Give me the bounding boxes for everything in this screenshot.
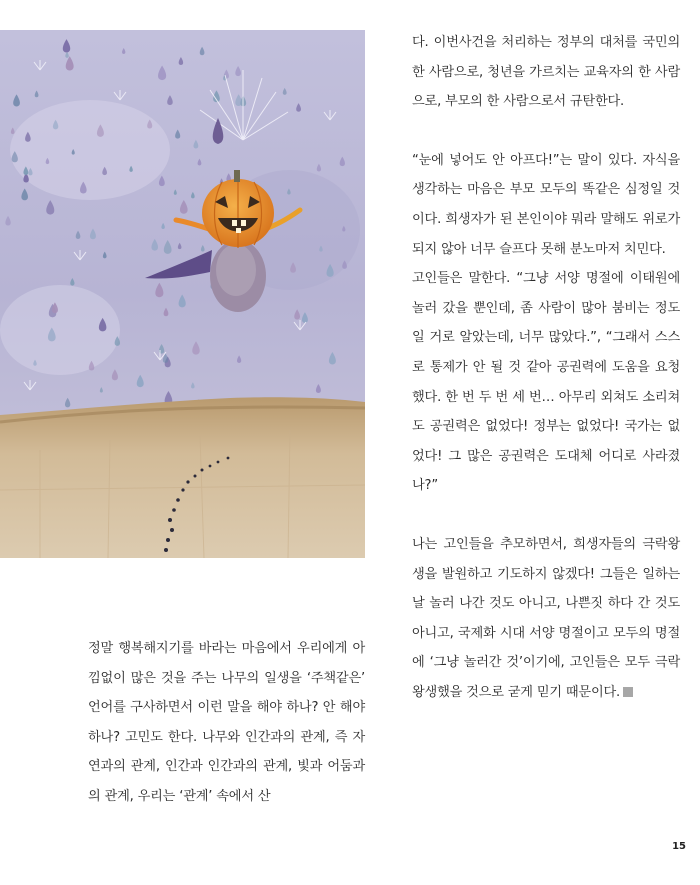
- paragraph-text: 나는 고인들을 추모하면서, 희생자들의 극락왕생을 발원하고 기도하지 않겠다! 그들은 일하는 날 놀러 나간 것도 아니고, 나쁜짓 하다 간 것도 아니고, 국제화 시대 서양 명절이고 모두의 명절에 ‘그냥 놀러간 것’이기에, 고인들은 모두 극락왕생했을 것으로 굳게 믿기 때문이다.: [412, 536, 680, 700]
- right-text-column: [412, 28, 680, 707]
- paragraph: 고인들은 말한다. “그냥 서양 명절에 이태원에 놀러 갔을 뿐인데, 좀 사람이 많아 붐비는 정도일 거로 알았는데, 너무 많았다.”, “그래서 스스로 통제가 안 될 것 같아 공권력에 도움을 요청했다. 한 번 두 번 세 번… 아무리 외쳐도 소리쳐도 공권력은 없었다! 정부는 없었다! 국가는 없었다! 그 많은 공권력은 도대체 어디로 사라졌나?”: [412, 271, 680, 494]
- pumpkin-watercolor-illustration: [0, 30, 365, 558]
- page-number: 15: [672, 841, 686, 852]
- left-text-column: [88, 634, 365, 812]
- paragraph: “눈에 넣어도 안 아프다!”는 말이 있다. 자식을 생각하는 마음은 부모 모두의 똑같은 심정일 것이다. 희생자가 된 본인이야 뭐라 말해도 위로가 되지 않아 너무 슬프다 못해 분노마저 치민다.: [412, 152, 680, 257]
- end-of-article-mark: [623, 687, 633, 697]
- paragraph: 다. 이번사건을 처리하는 정부의 대처를 국민의 한 사람으로, 청년을 가르치는 교육자의 한 사람으로, 부모의 한 사람으로서 규탄한다.: [412, 35, 680, 110]
- paragraph: [412, 530, 680, 708]
- paragraph: 정말 행복해지기를 바라는 마음에서 우리에게 아낌없이 많은 것을 주는 나무의 일생을 ‘주책같은’ 언어를 구사하면서 이런 말을 해야 하나? 안 해야 하나? 고민도 한다. 나무와 인간과의 관계, 즉 자연과의 관계, 인간과 인간과의 관계, 빛과 어둠과의 관계, 우리는 ‘관계’ 속에서 산: [88, 641, 365, 804]
